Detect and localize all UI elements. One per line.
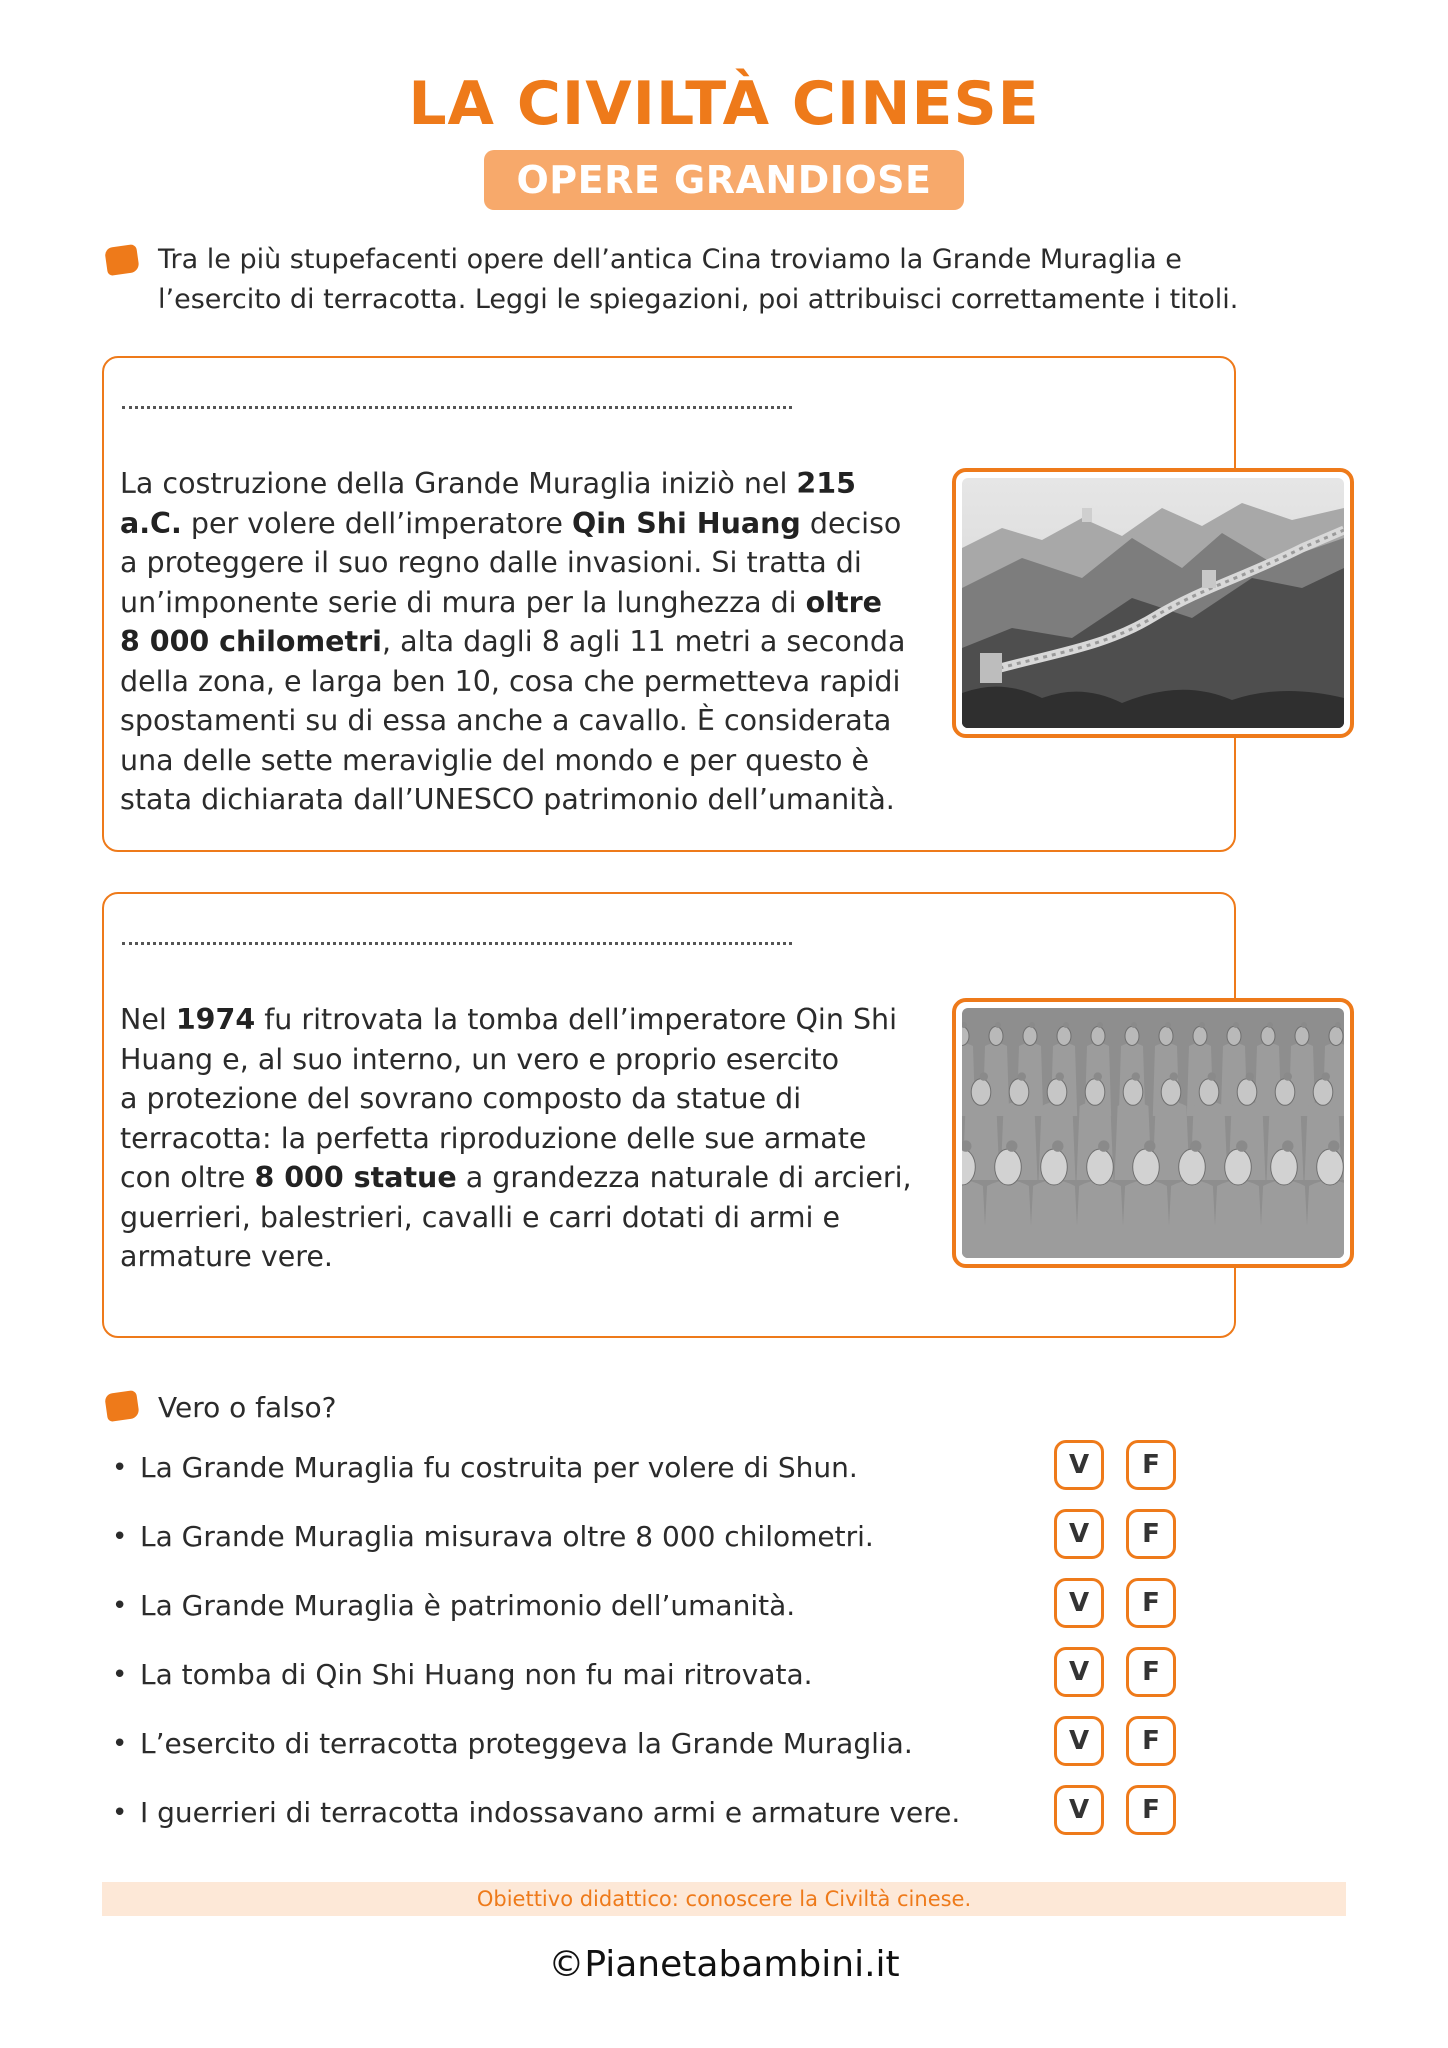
- description-line: terracotta: la perfetta riproduzione delle sue armate: [120, 1121, 867, 1155]
- description-line: La costruzione della Grande Muraglia iniziò nel 215: [120, 467, 856, 500]
- bold-key-fact: oltre: [805, 585, 883, 619]
- false-box[interactable]: F: [1126, 1785, 1176, 1835]
- description-line: spostamenti su di essa anche a cavallo. È considerata: [120, 704, 892, 737]
- bullet-icon: •: [112, 1798, 128, 1828]
- intro-instructions: [158, 240, 1358, 320]
- learning-objective: Obiettivo didattico: conoscere la Civiltà cinese.: [102, 1882, 1346, 1916]
- copyright: ©Pianetabambini.it: [548, 1944, 900, 1985]
- bold-key-fact: 8 000 statue: [254, 1161, 457, 1194]
- quiz-statement: La tomba di Qin Shi Huang non fu mai ritrovata.: [140, 1658, 813, 1691]
- great-wall-description: [120, 464, 930, 820]
- intro-line: l’esercito di terracotta. Leggi le spiegazioni, poi attribuisci correttamente i titoli.: [158, 284, 1239, 315]
- description-line: Nel 1974 fu ritrovata la tomba dell’imperatore Qin Shi: [120, 1003, 898, 1036]
- great-wall-photo: [952, 468, 1354, 738]
- quiz-item: [112, 1509, 1212, 1563]
- terracotta-army-photo: [952, 998, 1354, 1268]
- quiz-item: [112, 1716, 1212, 1770]
- true-box[interactable]: V: [1054, 1509, 1104, 1559]
- title-answer-line[interactable]: [122, 400, 792, 409]
- quiz-title: Vero o falso?: [158, 1391, 337, 1424]
- description-line: 8 000 chilometri, alta dagli 8 agli 11 metri a seconda: [120, 625, 906, 658]
- quiz-statement: La Grande Muraglia misurava oltre 8 000 chilometri.: [140, 1520, 874, 1553]
- false-box[interactable]: F: [1126, 1716, 1176, 1766]
- quiz-item: [112, 1440, 1212, 1494]
- bullet-icon: •: [112, 1660, 128, 1690]
- description-line: con oltre 8 000 statue a grandezza naturale di arcieri,: [120, 1161, 912, 1194]
- description-line: guerrieri, balestrieri, cavalli e carri dotati di armi e: [120, 1200, 841, 1234]
- description-line: della zona, e larga ben 10, cosa che permetteva rapidi: [120, 664, 901, 698]
- description-line: a protezione del sovrano composto da statue di: [120, 1082, 802, 1115]
- false-box[interactable]: F: [1126, 1440, 1176, 1490]
- true-box[interactable]: V: [1054, 1716, 1104, 1766]
- quiz-item: [112, 1785, 1212, 1839]
- quiz-statement: La Grande Muraglia è patrimonio dell’umanità.: [140, 1589, 796, 1622]
- bold-key-fact: 1974: [175, 1003, 256, 1036]
- bullet-icon: •: [112, 1453, 128, 1483]
- quiz-statement: I guerrieri di terracotta indossavano armi e armature vere.: [140, 1796, 961, 1829]
- terracotta-army-description: [120, 1000, 930, 1277]
- false-box[interactable]: F: [1126, 1578, 1176, 1628]
- bold-key-fact: Qin Shi Huang: [572, 506, 801, 540]
- bullet-icon: •: [112, 1522, 128, 1552]
- false-box[interactable]: F: [1126, 1647, 1176, 1697]
- true-box[interactable]: V: [1054, 1440, 1104, 1490]
- bold-key-fact: a.C.: [120, 506, 182, 540]
- description-line: stata dichiarata dall’UNESCO patrimonio dell’umanità.: [120, 783, 895, 816]
- bold-key-fact: 8 000 chilometri: [120, 625, 382, 658]
- page-subtitle: OPERE GRANDIOSE: [484, 150, 963, 210]
- description-line: una delle sette meraviglie del mondo e per questo è: [120, 743, 870, 777]
- page-title: LA CIVILTÀ CINESE: [408, 69, 1040, 139]
- description-line: un’imponente serie di mura per la lunghezza di oltre: [120, 585, 883, 619]
- orange-square-bullet-icon: [104, 1390, 140, 1422]
- bold-key-fact: 215: [796, 467, 856, 500]
- description-line: a proteggere il suo regno dalle invasioni. Si tratta di: [120, 546, 862, 579]
- description-line: armature vere.: [120, 1240, 333, 1273]
- bullet-icon: •: [112, 1729, 128, 1759]
- intro-line: Tra le più stupefacenti opere dell’antica Cina troviamo la Grande Muraglia e: [158, 244, 1182, 275]
- true-box[interactable]: V: [1054, 1578, 1104, 1628]
- false-box[interactable]: F: [1126, 1509, 1176, 1559]
- quiz-statement: L’esercito di terracotta proteggeva la Grande Muraglia.: [140, 1727, 913, 1760]
- bullet-icon: •: [112, 1591, 128, 1621]
- quiz-item: [112, 1578, 1212, 1632]
- quiz-statement: La Grande Muraglia fu costruita per volere di Shun.: [140, 1451, 858, 1484]
- great-wall-image: [962, 478, 1344, 728]
- terracotta-army-image: [962, 1008, 1344, 1258]
- subtitle-banner: [0, 150, 1448, 210]
- true-box[interactable]: V: [1054, 1785, 1104, 1835]
- quiz-item: [112, 1647, 1212, 1701]
- description-line: Huang e, al suo interno, un vero e proprio esercito: [120, 1042, 840, 1076]
- title-answer-line[interactable]: [122, 936, 792, 945]
- true-box[interactable]: V: [1054, 1647, 1104, 1697]
- description-line: a.C. per volere dell’imperatore Qin Shi Huang deciso: [120, 506, 902, 540]
- orange-square-bullet-icon: [104, 244, 140, 276]
